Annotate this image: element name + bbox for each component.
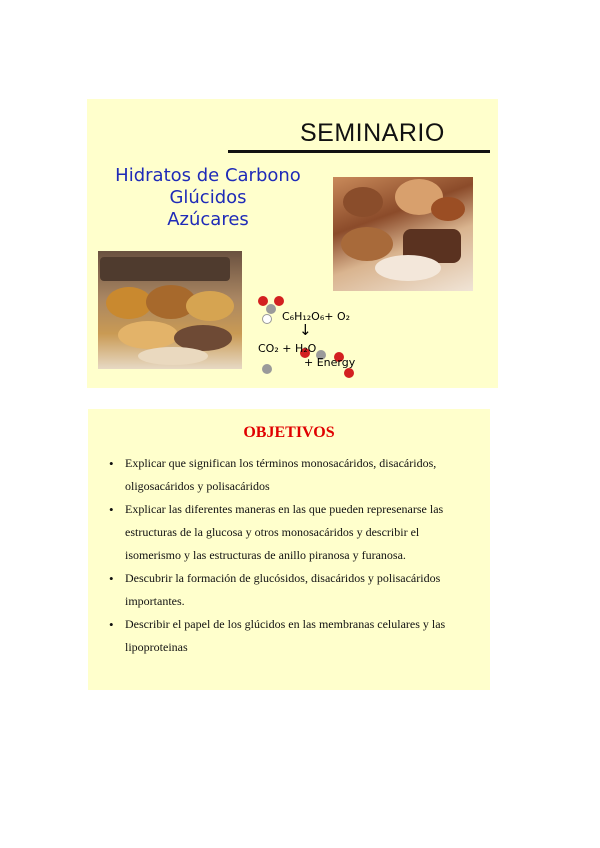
objective-item: • Descubrir la formación de glucósidos, disacáridos y polisacáridos importantes. [108,567,474,613]
molecule-atom [344,368,354,378]
subject-line-2: Glúcidos [169,187,247,208]
molecule-atom [274,296,284,306]
objective-item: • Explicar que significan los términos monosacáridos, disacáridos, oligosacáridos y polisacáridos [108,452,474,498]
objectives-title: OBJETIVOS [243,424,335,441]
formula-energy: + Energy [304,356,356,369]
title-underline [228,150,490,153]
reaction-arrow: ↓ [299,321,312,339]
molecule-atom [266,304,276,314]
objectives-list [108,452,474,659]
bread-photo [98,251,242,369]
formula-reactants: C₆H₁₂O₆+ O₂ [282,310,351,323]
slide-title: SEMINARIO [300,119,445,147]
baked-goods-photo [333,177,473,291]
formula-products: CO₂ + H₂O [258,342,317,355]
subject-lines [108,165,308,231]
molecule-atom [262,314,272,324]
molecule-atom [262,364,272,374]
objective-item: • Explicar las diferentes maneras en las que pueden represenarse las estructuras de la glucosa y otros monosacáridos y describir el isomerismo y las estructuras de anillo piranosa y furanosa. [108,498,474,567]
subject-line-1: Hidratos de Carbono [115,165,301,186]
objective-item: • Describir el papel de los glúcidos en las membranas celulares y las lipoproteinas [108,613,474,659]
subject-line-3: Azúcares [167,209,249,230]
